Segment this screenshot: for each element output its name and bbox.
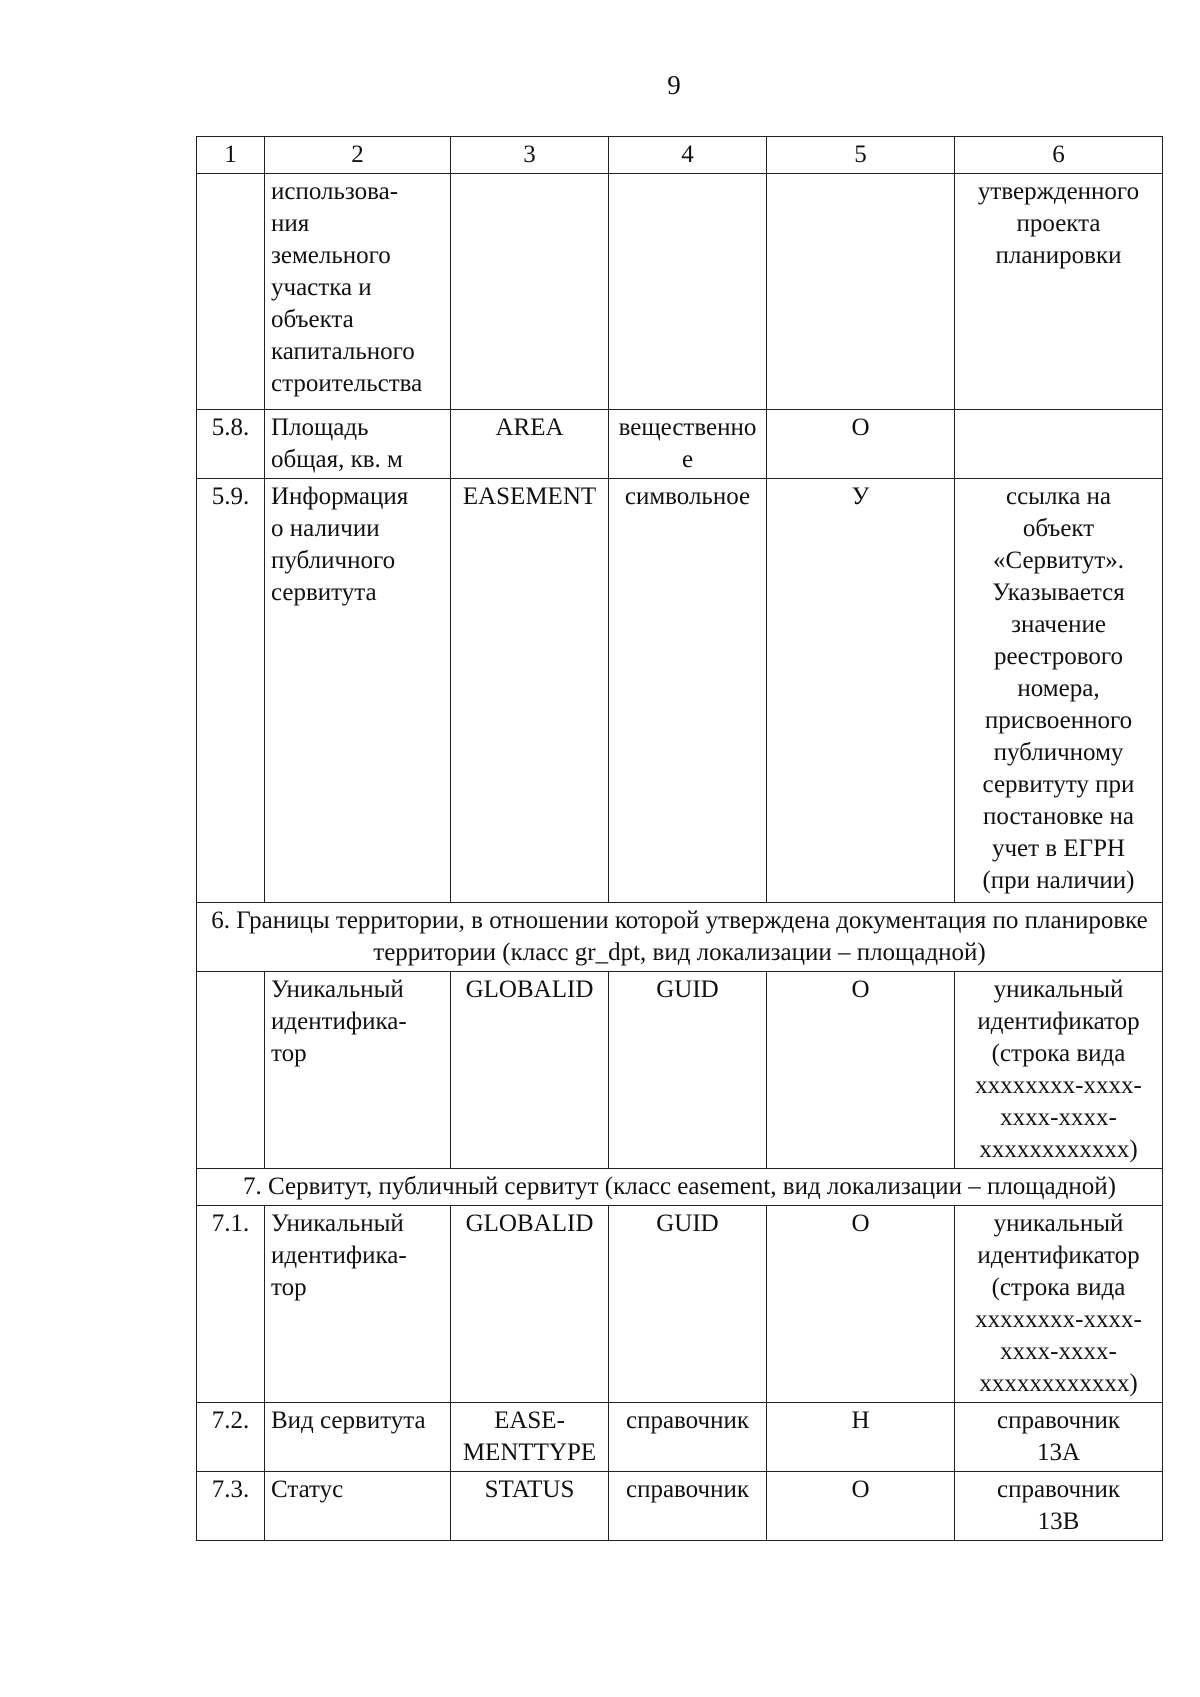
attribute-type-cell: справочник bbox=[609, 1472, 767, 1541]
attribute-name-cell: Уникальный идентифика- тор bbox=[265, 1206, 451, 1403]
requirement-cell: О bbox=[767, 410, 955, 479]
attribute-code-cell bbox=[451, 174, 609, 410]
row-number-cell: 7.3. bbox=[197, 1472, 265, 1541]
requirement-cell: О bbox=[767, 1472, 955, 1541]
row-number-cell bbox=[197, 174, 265, 410]
attribute-type-cell: GUID bbox=[609, 1206, 767, 1403]
table-row bbox=[197, 1403, 1163, 1472]
note-cell: справочник 13В bbox=[955, 1472, 1163, 1541]
attribute-code-cell: EASEMENT bbox=[451, 479, 609, 903]
note-cell: ссылка на объект «Сервитут». Указывается значение реестрового номера, присвоенного публичному сервитуту при постановке на учет в ЕГРН (при наличии) bbox=[955, 479, 1163, 903]
note-cell: уникальный идентификатор (строка вида xxxxxxxx-xxxx- xxxx-xxxx- xxxxxxxxxxxx) bbox=[955, 972, 1163, 1169]
requirement-cell: У bbox=[767, 479, 955, 903]
section-heading: 6. Границы территории, в отношении которой утверждена документация по планировке территории (класс gr_dpt, вид локализации – площадной) bbox=[197, 903, 1163, 972]
requirement-cell: О bbox=[767, 1206, 955, 1403]
header-cell: 1 bbox=[197, 137, 265, 174]
row-number-cell: 7.1. bbox=[197, 1206, 265, 1403]
attribute-name-cell: Уникальный идентифика- тор bbox=[265, 972, 451, 1169]
note-cell bbox=[955, 410, 1163, 479]
section-heading-row bbox=[197, 903, 1163, 972]
attribute-code-cell: EASE- MENTTYPE bbox=[451, 1403, 609, 1472]
section-heading-row bbox=[197, 1169, 1163, 1206]
attribute-name-cell: Информация о наличии публичного сервитута bbox=[265, 479, 451, 903]
table-row bbox=[197, 479, 1163, 903]
attribute-type-cell: GUID bbox=[609, 972, 767, 1169]
note-cell: уникальный идентификатор (строка вида xxxxxxxx-xxxx- xxxx-xxxx- xxxxxxxxxxxx) bbox=[955, 1206, 1163, 1403]
section-heading: 7. Сервитут, публичный сервитут (класс easement, вид локализации – площадной) bbox=[197, 1169, 1163, 1206]
attribute-code-cell: GLOBALID bbox=[451, 1206, 609, 1403]
row-number-cell: 5.9. bbox=[197, 479, 265, 903]
attribute-type-cell: вещественное bbox=[609, 410, 767, 479]
attribute-name-cell: Вид сервитута bbox=[265, 1403, 451, 1472]
header-cell: 2 bbox=[265, 137, 451, 174]
page-number: 9 bbox=[667, 70, 681, 100]
header-cell: 6 bbox=[955, 137, 1163, 174]
requirement-cell: Н bbox=[767, 1403, 955, 1472]
header-cell: 3 bbox=[451, 137, 609, 174]
row-number-cell: 7.2. bbox=[197, 1403, 265, 1472]
attribute-name-cell: Статус bbox=[265, 1472, 451, 1541]
attribute-code-cell: AREA bbox=[451, 410, 609, 479]
attribute-type-cell: справочник bbox=[609, 1403, 767, 1472]
attribute-name-cell: использова- ния земельного участка и объекта капитального строительства bbox=[265, 174, 451, 410]
header-cell: 5 bbox=[767, 137, 955, 174]
requirement-cell bbox=[767, 174, 955, 410]
table-row bbox=[197, 1472, 1163, 1541]
attribute-type-cell bbox=[609, 174, 767, 410]
attribute-table bbox=[196, 136, 1163, 1541]
attribute-code-cell: GLOBALID bbox=[451, 972, 609, 1169]
note-cell: утвержденного проекта планировки bbox=[955, 174, 1163, 410]
attribute-code-cell: STATUS bbox=[451, 1472, 609, 1541]
table-header-row bbox=[197, 137, 1163, 174]
table-row bbox=[197, 174, 1163, 410]
table-row bbox=[197, 1206, 1163, 1403]
row-number-cell bbox=[197, 972, 265, 1169]
attribute-name-cell: Площадь общая, кв. м bbox=[265, 410, 451, 479]
attribute-type-cell: символьное bbox=[609, 479, 767, 903]
note-cell: справочник 13А bbox=[955, 1403, 1163, 1472]
row-number-cell: 5.8. bbox=[197, 410, 265, 479]
header-cell: 4 bbox=[609, 137, 767, 174]
table-row bbox=[197, 410, 1163, 479]
table-row bbox=[197, 972, 1163, 1169]
requirement-cell: О bbox=[767, 972, 955, 1169]
